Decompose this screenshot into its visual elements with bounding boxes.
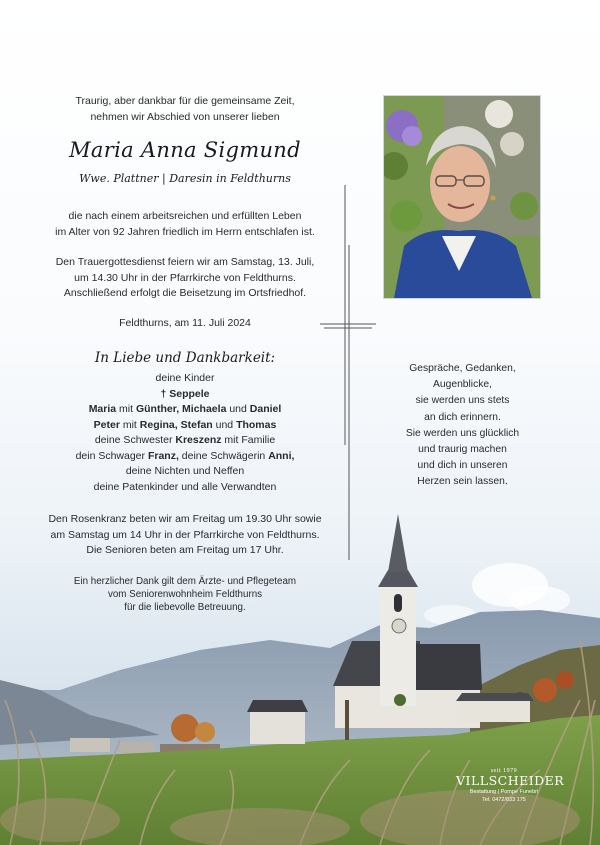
children-label: deine Kinder	[155, 372, 215, 384]
deceased-name: Maria Anna Sigmund	[69, 138, 301, 162]
family-line-6: deine Patenkinder und alle Verwandten	[93, 480, 277, 493]
rosary-text: Den Rosenkranz beten wir am Freitag um 19.30 Uhr sowie am Samstag um 14 Uhr in der Pfarrkirche von Feldthurns. Die Senioren beten am Freitag um 17 Uhr.	[48, 513, 322, 556]
family-line-3: deine Schwester Kreszenz mit Familie	[94, 434, 276, 446]
family-list	[40, 371, 330, 495]
deceased-subtitle: Wwe. Plattner | Daresin in Feldthurns	[79, 172, 291, 185]
deceased-child: † Seppele	[160, 387, 210, 400]
poem-text: Gespräche, Gedanken, Augenblicke, sie werden uns stets an dich erinnern. Sie werden uns glücklich und traurig machen und dich in unseren Herzen sein lassen.	[405, 363, 520, 488]
cross-icon	[318, 185, 378, 565]
intro-text: Traurig, aber dankbar für die gemeinsame Zeit, nehmen wir Abschied von unserer lieben	[75, 95, 295, 123]
place-date: Feldthurns, am 11. Juli 2024	[119, 317, 251, 329]
passing-text: die nach einem arbeitsreichen und erfüllten Leben im Alter von 92 Jahren friedlich im Herrn entschlafen ist.	[55, 210, 315, 238]
family-line-2: Peter mit Regina, Stefan und Thomas	[93, 418, 277, 431]
service-text: Den Trauergottesdienst feiern wir am Samstag, 13. Juli, um 14.30 Uhr in der Pfarrkirche von Feldthurns. Anschließend erfolgt die Beisetzung im Ortsfriedhof.	[55, 256, 315, 299]
funeral-home-logo: seit 1979 VILLSCHEIDER Bestattung | Pompe Funebri Tel. 0472/833 175	[456, 768, 565, 803]
family-line-5: deine Nichten und Neffen	[125, 465, 245, 477]
love-heading: In Liebe und Dankbarkeit:	[94, 350, 276, 366]
family-line-4: dein Schwager Franz, deine Schwägerin Anni,	[75, 449, 295, 462]
portrait-photo	[383, 95, 541, 299]
thanks-text: Ein herzlicher Dank gilt dem Ärzte- und Pflegeteam vom Seniorenwohnheim Feldthurns für die liebevolle Betreuung.	[73, 576, 297, 613]
family-line-1: Maria mit Günther, Michaela und Daniel	[88, 403, 282, 415]
